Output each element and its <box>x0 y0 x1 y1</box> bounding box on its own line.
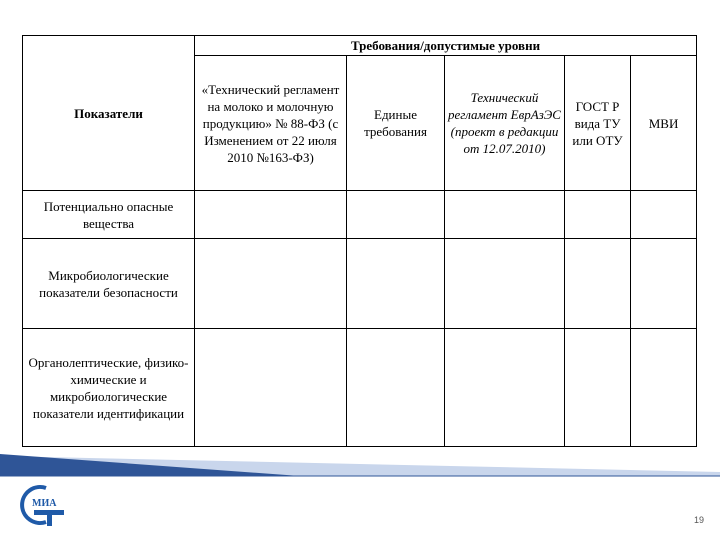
row-label: Органолептические, физико-химические и микробиологические показатели идентификации <box>23 329 195 447</box>
table-cell <box>347 191 445 239</box>
table-cell <box>565 191 631 239</box>
page-number: 19 <box>693 515 704 525</box>
header-requirements-group: Требования/допустимые уровни <box>195 36 697 56</box>
requirements-table <box>22 35 697 447</box>
mia-logo <box>20 482 68 528</box>
header-eaes-tech-reg: Технический регламент ЕврАзЭС (проект в редакции от 12.07.2010) <box>445 56 565 191</box>
table-cell <box>565 239 631 329</box>
decorative-bottom-bar <box>0 454 720 480</box>
table-cell <box>347 329 445 447</box>
row-label: Микробиологические показатели безопасности <box>23 239 195 329</box>
header-unified-requirements: Единые требования <box>347 56 445 191</box>
header-mvi: МВИ <box>631 56 697 191</box>
table-row <box>23 239 697 329</box>
table-cell <box>195 329 347 447</box>
table-cell <box>347 239 445 329</box>
table-cell <box>195 239 347 329</box>
header-tech-reg-milk: «Технический регламент на молоко и молочную продукцию» № 88-ФЗ (с Изменением от 22 июля 2010 №163-ФЗ) <box>195 56 347 191</box>
table-cell <box>631 239 697 329</box>
header-gost: ГОСТ Р вида ТУ или ОТУ <box>565 56 631 191</box>
table-cell <box>631 191 697 239</box>
table-cell <box>565 329 631 447</box>
table-cell <box>195 191 347 239</box>
header-indicators: Показатели <box>23 36 195 191</box>
table-row <box>23 329 697 447</box>
table-row <box>23 191 697 239</box>
logo-text: МИА <box>32 498 57 509</box>
row-label: Потенциально опасные вещества <box>23 191 195 239</box>
table-cell <box>445 239 565 329</box>
table-cell <box>445 329 565 447</box>
table-cell <box>445 191 565 239</box>
table-cell <box>631 329 697 447</box>
